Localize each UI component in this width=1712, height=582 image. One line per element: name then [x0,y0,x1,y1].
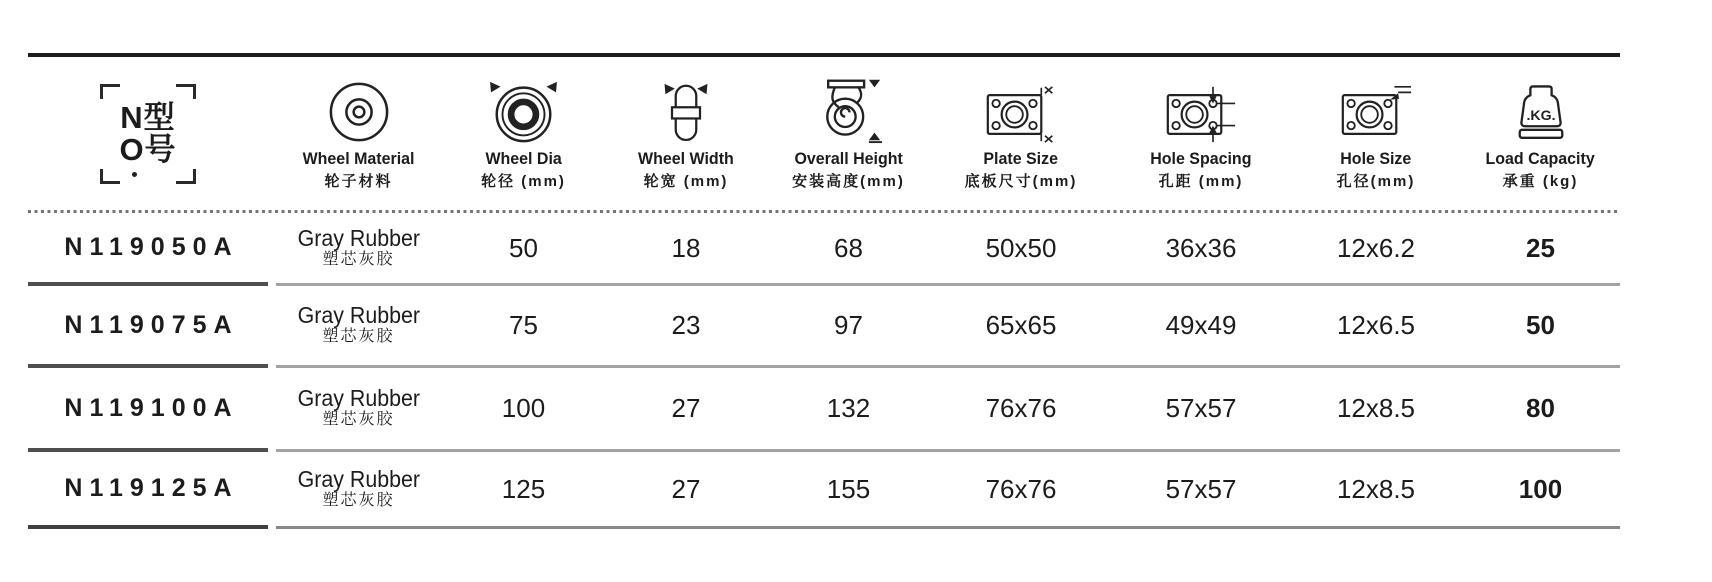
table-row [28,452,1620,529]
material-en: Gray Rubber [297,224,420,251]
col-label-zh: 孔径(mm) [1336,173,1416,190]
col-header-model [28,57,268,210]
col-label-en: Hole Size [1340,149,1412,168]
no-period-dot [132,172,137,177]
wheel-width-cell: 27 [671,393,701,423]
hole-size-cell: 12x6.2 [1336,232,1416,263]
col-header-wheel-material [276,57,441,210]
hole-spacing-cell: 57x57 [1165,473,1237,504]
wheel-dia-cell: 125 [501,473,546,504]
overall-height-cell: 132 [826,393,871,423]
spec-table [28,53,1620,529]
overall-height-icon [814,68,884,144]
row-values [276,368,1620,452]
model-number: N119125A [64,474,239,502]
load-capacity-cell: 80 [1526,393,1555,423]
table-header [28,57,1620,210]
model-header-line2: O号 [119,131,177,167]
wheel-material-cell [276,368,441,449]
svg-text:.KG.: .KG. [1525,108,1556,125]
col-label-zh: 轮宽 (mm) [643,173,729,190]
material-zh: 塑芯灰胶 [322,328,395,345]
col-label-zh: 承重 (kg) [1502,173,1579,190]
hole-spacing-cell: 36x36 [1165,232,1237,263]
col-label-en: Overall Height [794,149,903,168]
col-header-load-capacity [1461,57,1620,210]
wheel-material-cell [276,286,441,365]
material-zh: 塑芯灰胶 [322,250,395,268]
table-row [28,286,1620,368]
col-label-zh: 孔距 (mm) [1158,173,1244,190]
header-columns [276,57,1620,210]
plate-size-cell: 76x76 [985,473,1057,504]
col-label-en: Hole Spacing [1150,149,1252,168]
col-label-en: Wheel Dia [485,149,562,168]
col-header-wheel-width [606,57,766,210]
col-header-hole-spacing [1111,57,1291,210]
load-capacity-cell: 100 [1518,473,1563,504]
material-en: Gray Rubber [297,385,420,411]
wheel-material-icon [327,68,391,144]
hole-size-cell: 12x8.5 [1336,393,1416,423]
wheel-width-cell: 27 [671,473,701,504]
wheel-material-cell [276,213,441,283]
wheel-width-icon [658,68,714,144]
hole-size-icon [1337,68,1415,144]
wheel-dia-cell: 100 [501,393,546,423]
wheel-dia-icon [487,68,560,144]
plate-size-cell: 50x50 [985,232,1057,263]
model-cell [28,286,268,368]
plate-size-cell: 65x65 [985,310,1057,340]
col-label-zh: 安装高度(mm) [792,173,905,190]
table-row [28,368,1620,452]
model-no-badge [100,84,196,184]
col-label-en: Load Capacity [1485,149,1596,168]
material-en: Gray Rubber [297,465,420,492]
col-header-overall-height [766,57,931,210]
col-label-zh: 轮径 (mm) [481,173,566,190]
col-label-en: Wheel Width [638,149,734,168]
col-header-hole-size [1291,57,1461,210]
load-capacity-cell: 25 [1526,232,1555,263]
col-label-zh: 轮子材料 [324,173,393,190]
model-header-line1: N型 [120,99,176,135]
col-label-zh: 底板尺寸(mm) [964,173,1078,190]
hole-spacing-cell: 49x49 [1165,310,1237,340]
model-cell [28,368,268,452]
wheel-width-cell: 23 [671,310,701,340]
table-row [28,213,1620,286]
wheel-width-cell: 18 [671,232,701,263]
model-number: N119050A [64,233,239,261]
col-header-wheel-dia [441,57,606,210]
hole-size-cell: 12x8.5 [1336,473,1416,504]
overall-height-cell: 97 [834,310,863,340]
wheel-dia-cell: 50 [509,232,538,263]
row-values [276,286,1620,368]
material-zh: 塑芯灰胶 [322,491,395,509]
wheel-dia-cell: 75 [509,310,538,340]
load-capacity-icon [1510,68,1572,144]
overall-height-cell: 155 [826,473,871,504]
material-en: Gray Rubber [297,302,420,328]
col-header-plate-size [931,57,1111,210]
plate-size-icon [982,68,1060,144]
hole-size-cell: 12x6.5 [1336,310,1416,340]
model-cell [28,213,268,286]
hole-spacing-cell: 57x57 [1165,393,1237,423]
col-label-en: Wheel Material [302,149,415,168]
load-capacity-cell: 50 [1526,310,1555,340]
overall-height-cell: 68 [834,232,863,263]
hole-spacing-icon [1162,68,1240,144]
model-number: N119075A [64,310,239,339]
row-values [276,213,1620,286]
plate-size-cell: 76x76 [985,393,1057,423]
row-values [276,452,1620,529]
col-label-en: Plate Size [983,149,1059,168]
material-zh: 塑芯灰胶 [322,411,395,428]
wheel-material-cell [276,452,441,526]
model-number: N119100A [64,393,239,422]
model-cell [28,452,268,529]
